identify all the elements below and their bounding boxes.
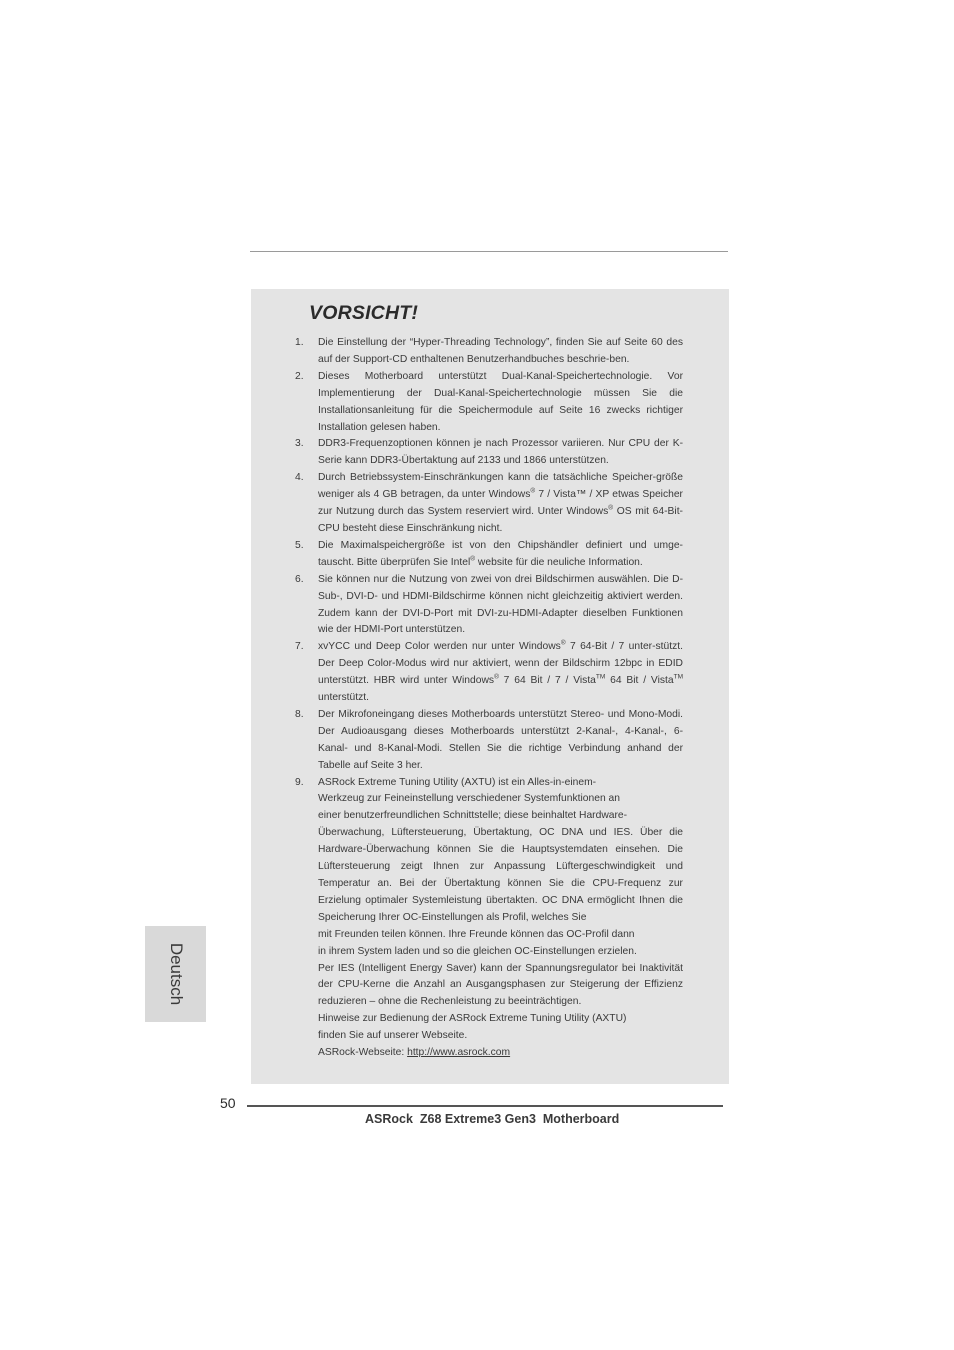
caution-item-number: 8. [295, 708, 304, 720]
caution-title: VORSICHT! [309, 302, 419, 324]
caution-item [291, 538, 683, 572]
caution-box [251, 289, 729, 1084]
caution-item-number: 7. [295, 641, 304, 653]
caution-item [291, 369, 683, 437]
footer-divider [247, 1105, 723, 1107]
caution-item-number: 4. [295, 472, 304, 484]
language-tab [145, 926, 206, 1022]
caution-item [291, 335, 683, 369]
caution-item-text: Dieses Motherboard unterstützt Dual-Kanal-Speichertechnologie. Vor Implementierung der Dual-Kanal-Speichertechnologie müssen Sie die Installationsanleitung für die Speichermodule auf Seite 16 zwecks richtiger Installation gelesen haben. [318, 370, 683, 433]
caution-item [291, 707, 683, 775]
caution-item-text: Sie können nur die Nutzung von zwei von drei Bildschirmen auswählen. Die D-Sub-, DVI-D- und HDMI-Bildschirme können nicht gleichzeitig aktiviert werden. Zudem kann der DVI-D-Port mit DVI-zu-HDMI-Adapter dieselben Funktionen wie der HDMI-Port unterstützen. [318, 573, 683, 636]
caution-item [291, 436, 683, 470]
caution-item-number: 6. [295, 573, 304, 585]
caution-item-number: 2. [295, 370, 304, 382]
caution-item [291, 775, 683, 1062]
caution-item-number: 3. [295, 438, 304, 450]
caution-item-text: Der Mikrofoneingang dieses Motherboards unterstützt Stereo- und Mono-Modi. Der Audioausgang dieses Motherboards unterstützt 2-Kanal-, 4-Kanal-, 6-Kanal- und 8-Kanal-Modi. Stellen Sie die richtige Verbindung anhand der Tabelle auf Seite 3 her. [318, 708, 683, 771]
caution-item-text: DDR3-Frequenzoptionen können je nach Prozessor variieren. Nur CPU der K-Serie kann DDR3-Übertaktung auf 2133 und 1866 unterstützen. [318, 438, 683, 467]
caution-item [291, 470, 683, 538]
caution-item-text: ASRock Extreme Tuning Utility (AXTU) ist ein Alles-in-einem- Werkzeug zur Feineinstellung verschiedener Systemfunktionen an einer benutzerfreundlichen Schnittstelle; diese beinhaltet Hardware- Überwachung, Lüftersteuerung, Übertaktung, OC DNA und IES. Über die Hardware-Überwachung können Sie die Hauptsystemdaten einsehen. Die Lüftersteuerung zeigt Ihnen zur Anpassung Lüftergeschwindigkeit und Temperatur an. Bei der Übertaktung können Sie die CPU-Frequenz zur Erzielung optimaler Systemleistung übertakten. OC DNA ermöglicht Ihnen die Speicherung Ihrer OC-Einstellungen als Profil, welches Sie mit Freunden teilen können. Ihre Freunde können das OC-Profil dann in ihrem System laden und so die gleichen OC-Einstellungen erzielen. Per IES (Intelligent Energy Saver) kann der Spannungsregulator bei Inaktivität der CPU-Kerne die Anzahl an Ausgangsphasen zur Steigerung der Effizienz reduzieren – ohne die Rechenleistung zu beeinträchtigen. Hinweise zur Bedienung der ASRock Extreme Tuning Utility (AXTU) finden Sie auf unserer Webseite. ASRock-Webseite: http://www.asrock.com [318, 776, 683, 1059]
caution-list [291, 335, 683, 1062]
caution-item-text: Durch Betriebssystem-Einschränkungen kann die tatsächliche Speicher-größe weniger als 4 GB betragen, da unter Windows® 7 / Vista™ / XP etwas Speicher zur Nutzung durch das System reserviert wird. Unter Windows® OS mit 64-Bit-CPU besteht diese Einschränkung nicht. [318, 472, 683, 534]
page-number: 50 [220, 1095, 236, 1111]
caution-item-number: 1. [295, 337, 304, 348]
caution-item-number: 9. [295, 776, 304, 788]
footer-title: ASRock Z68 Extreme3 Gen3 Motherboard [365, 1112, 620, 1126]
caution-item-text: Die Maximalspeichergröße ist von den Chipshändler definiert und umge-tauscht. Bitte überprüfen Sie Intel® website für die neuliche Information. [318, 539, 683, 568]
caution-item-number: 5. [295, 539, 304, 551]
top-divider [250, 251, 728, 252]
caution-item-text: xvYCC und Deep Color werden nur unter Windows® 7 64-Bit / 7 unter-stützt. Der Deep Color-Modus wird nur aktiviert, wenn der Bildschirm 12bpc in EDID unterstützt. HBR wird unter Windows® 7 64 Bit / 7 / Vista™ 64 Bit / Vista™ unterstützt. [318, 639, 684, 704]
caution-item-text: Die Einstellung der “Hyper-Threading Technology”, finden Sie auf Seite 60 des auf der Support-CD enthaltenen Benutzerhandbuches beschrie-ben. [318, 337, 683, 365]
caution-item [291, 572, 683, 640]
language-tab-label: Deutsch [166, 942, 186, 1006]
caution-item [291, 639, 683, 707]
